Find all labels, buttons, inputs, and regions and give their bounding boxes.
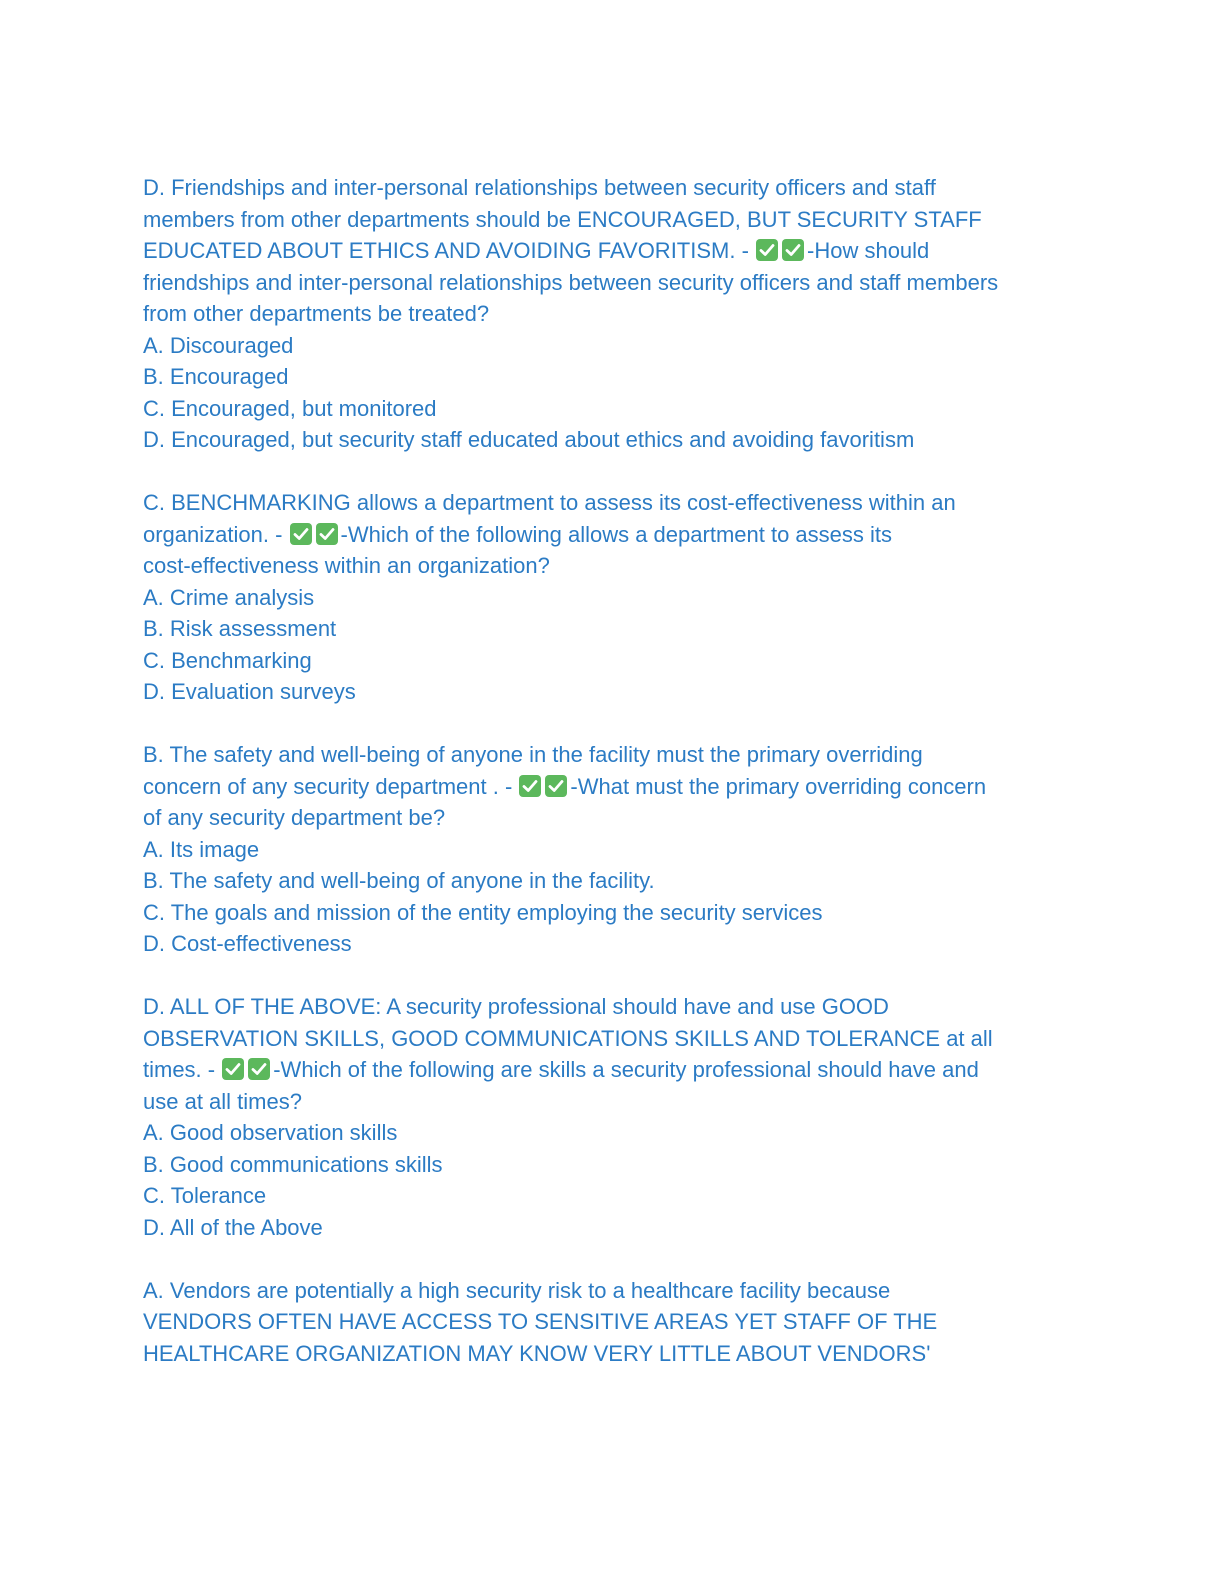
question-line: use at all times?: [143, 1088, 302, 1114]
option-d: D. All of the Above: [143, 1214, 323, 1240]
check-mark-button-icon: [781, 238, 805, 262]
option-d: D. Cost-effectiveness: [143, 931, 352, 956]
option-c: C. Encouraged, but monitored: [143, 395, 437, 421]
question-head: -Which of the following are skills a security professional should have and: [273, 1057, 979, 1082]
answer-line: C. BENCHMARKING allows a department to assess its cost-effectiveness within an: [143, 490, 956, 515]
check-mark-button-icon: [518, 774, 542, 798]
option-a: A. Discouraged: [143, 332, 294, 358]
answer-line: B. The safety and well-being of anyone in the facility must the primary overriding: [143, 742, 923, 767]
answer-line: D. Friendships and inter-personal relationships between security officers and staff: [143, 175, 936, 200]
answer-tail: concern of any security department . -: [143, 773, 519, 799]
question-line: of any security department be?: [143, 805, 446, 830]
option-b: B. Good communications skills: [143, 1151, 443, 1177]
option-a: A. Good observation skills: [143, 1120, 398, 1145]
question-block-5: [143, 1275, 1083, 1370]
document-page: [143, 172, 1083, 1401]
check-mark-button-icon: [247, 1057, 271, 1081]
check-mark-button-icon: [221, 1057, 245, 1081]
check-mark-button-icon: [315, 522, 339, 546]
check-mark-button-icon: [755, 238, 779, 262]
question-block-2: [143, 487, 1083, 708]
question-head: -What must the primary overriding concern: [570, 773, 987, 799]
answer-line: A. Vendors are potentially a high security risk to a healthcare facility because: [143, 1277, 891, 1303]
check-mark-button-icon: [544, 774, 568, 798]
answer-line: members from other departments should be ENCOURAGED, BUT SECURITY STAFF: [143, 206, 982, 232]
option-b: B. The safety and well-being of anyone in the facility.: [143, 868, 655, 893]
question-head: -Which of the following allows a department to assess its: [340, 521, 893, 547]
answer-question-line: [143, 235, 1083, 267]
question-head: -How should: [807, 238, 930, 263]
answer-question-line: [143, 1054, 1083, 1086]
question-line: from other departments be treated?: [143, 301, 490, 326]
question-block-4: [143, 991, 1083, 1243]
question-line: friendships and inter-personal relationships between security officers and staff members: [143, 269, 999, 295]
answer-line: HEALTHCARE ORGANIZATION MAY KNOW VERY LITTLE ABOUT VENDORS': [143, 1340, 931, 1366]
answer-line: D. ALL OF THE ABOVE: A security professional should have and use GOOD: [143, 994, 889, 1019]
answer-tail: organization. -: [143, 521, 289, 547]
answer-line: VENDORS OFTEN HAVE ACCESS TO SENSITIVE AREAS YET STAFF OF THE: [143, 1309, 938, 1334]
check-mark-button-icon: [289, 522, 313, 546]
answer-question-line: [143, 771, 1083, 803]
option-c: C. Tolerance: [143, 1183, 267, 1208]
option-b: B. Risk assessment: [143, 616, 337, 641]
answer-tail: EDUCATED ABOUT ETHICS AND AVOIDING FAVORITISM. -: [143, 238, 756, 263]
option-c: C. Benchmarking: [143, 647, 312, 673]
question-block-1: [143, 172, 1083, 456]
answer-tail: times. -: [143, 1057, 222, 1082]
question-line: cost-effectiveness within an organization?: [143, 553, 550, 578]
option-b: B. Encouraged: [143, 364, 289, 389]
option-a: A. Its image: [143, 836, 260, 862]
option-d: D. Evaluation surveys: [143, 679, 356, 704]
answer-line: OBSERVATION SKILLS, GOOD COMMUNICATIONS SKILLS AND TOLERANCE at all: [143, 1025, 993, 1051]
option-d: D. Encouraged, but security staff educated about ethics and avoiding favoritism: [143, 427, 915, 452]
option-c: C. The goals and mission of the entity employing the security services: [143, 899, 823, 925]
answer-question-line: [143, 519, 1083, 551]
question-block-3: [143, 739, 1083, 960]
option-a: A. Crime analysis: [143, 584, 315, 610]
